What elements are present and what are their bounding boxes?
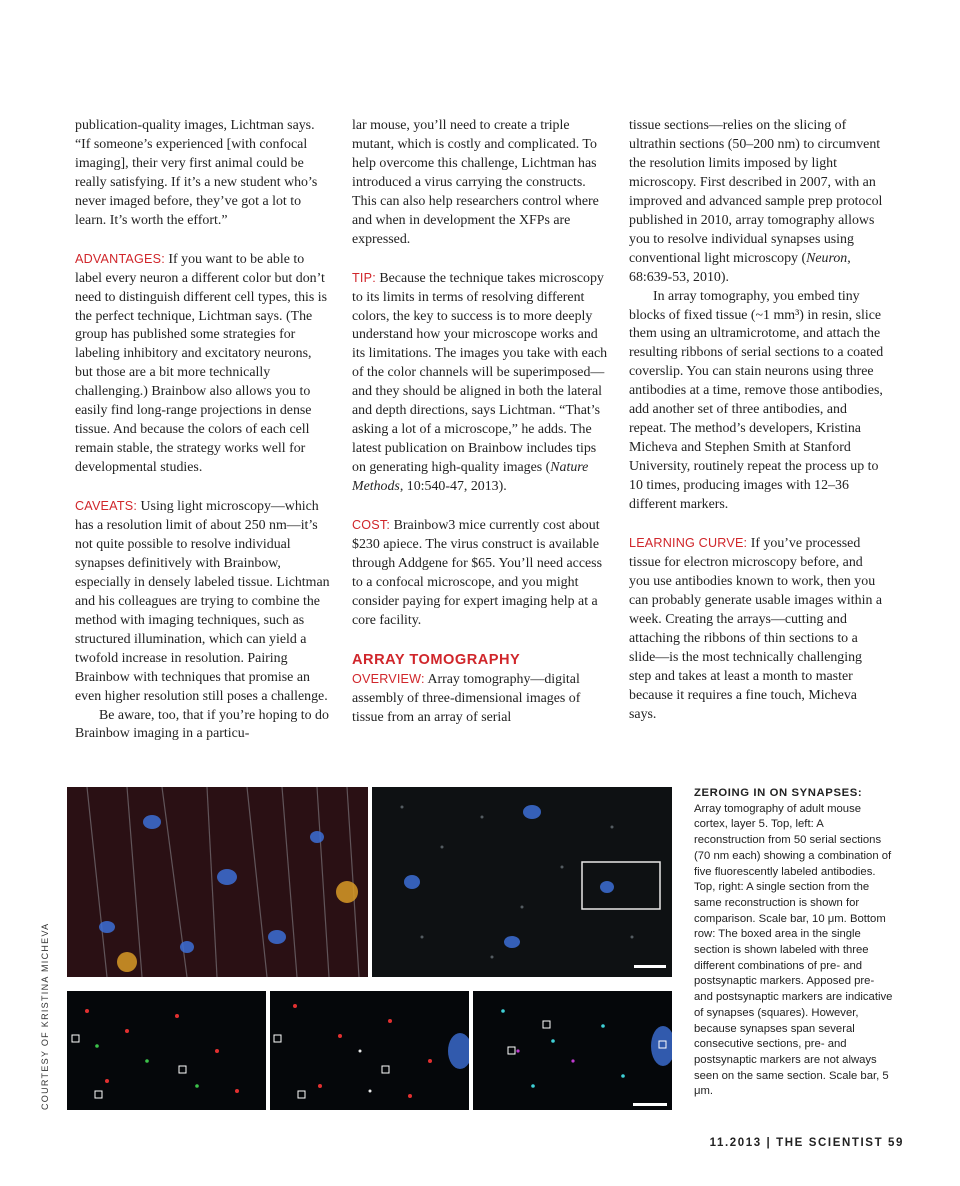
micrograph-reconstruction-image [67,787,368,977]
citation-details: , 68:639-53, 2010). [629,250,851,285]
caveats-paragraph [75,497,331,706]
scale-bar [633,1103,667,1106]
learning-curve-paragraph [629,534,885,725]
cost-paragraph [352,516,608,631]
micrograph-markers-3-image [473,991,672,1110]
photo-credit: COURTESY OF KRISTINA MICHEVA [40,922,50,1110]
scale-bar [634,965,666,968]
page-footer: 11.2013 | THE SCIENTIST 59 [709,1137,904,1149]
column-2 [352,117,608,728]
micrograph-markers-2 [270,991,469,1110]
learning-curve-label: LEARNING CURVE: [629,535,748,550]
micrograph-single-section [372,787,672,977]
paragraph: Be aware, too, that if you’re hoping to do Brainbow imaging in a particu- [75,707,329,742]
advantages-label: ADVANTAGES: [75,251,165,266]
learning-curve-text: If you’ve processed tissue for electron microscopy before, and you use antibodies known to work, then you can probably generate usable images within a week. Creating the arrays—cutting and attaching the ribbons of thin sections to a slide—is the most technically challenging step and takes at least a month to master because it requires a fine touch, Micheva says. [629,535,883,722]
tip-paragraph [352,269,608,497]
figure-caption [694,786,894,1100]
caveats-label: CAVEATS: [75,499,138,514]
paragraph [629,117,885,288]
paragraph: lar mouse, you’ll need to create a triple mutant, which is costly and complicated. To help overcome this challenge, Lichtman has introduced a virus carrying the constructs. This can also help researchers control where and when in development the XFPs are expressed. [352,118,599,247]
paragraph: publication-quality images, Lichtman says. “If someone’s experienced [with confocal imaging], their very first animal could be really satisfying. If it’s a new student who’s never imaged before, they’ve got a lot to learn. It’s worth the effort.” [75,118,318,228]
overview-text: Array tomography—digital assembly of three-dimensional images of tissue from an array of serial [352,671,581,725]
column-3 [629,117,885,724]
tip-text: Because the technique takes microscopy to its limits in terms of resolving different colors, the key to success is to more deeply understand how your microscope works and its limitations. The images you take with each of the color channels will be superimposed—and they should be aligned in both the lateral and depth directions, says Lichtman. “That’s asking a lot of a microscope,” he adds. The latest publication on Brainbow includes tips on generating high-quality images ( [352,270,608,476]
micrograph-markers-3 [473,991,672,1110]
overview-label: OVERVIEW: [352,671,425,686]
cost-label: COST: [352,517,391,532]
micrograph-markers-1-image [67,991,266,1110]
paragraph: In array tomography, you embed tiny blocks of fixed tissue (~1 mm³) in resin, slice them using an ultramicrotome, and attach the resulting ribbons of serial sections to a coated coverslip. You can stain neurons using three antibodies at a time, remove those antibodies, add another set of three antibodies, and repeat. The method’s developers, Kristina Micheva and Stephen Smith at Stanford University, routinely repeat the process up to 10 times, producing images with 12–36 different markers. [629,288,884,513]
caption-title: ZEROING IN ON SYNAPSES: [694,787,863,799]
section-heading: ARRAY TOMOGRAPHY [352,651,521,668]
advantages-paragraph [75,250,331,478]
citation-details: , 10:540-47, 2013). [399,479,507,495]
cost-text: Brainbow3 mice currently cost about $230 apiece. The virus construct is available through Addgene for $65. You’ll need access to a confocal microscope, and you might consider paying for expert imaging help at a core facility. [352,517,602,628]
micrograph-single-section-image [372,787,672,977]
citation-journal: Neuron [806,250,848,266]
caveats-text: Using light microscopy—which has a resolution limit of about 250 nm—it’s not quite possible to resolve individual synapses definitively with Brainbow, especially in densely labeled tissue. Lichtman and his colleagues are trying to combine the method with imaging techniques, such as structured illumination, which can yield a twofold increase in resolution. Pairing Brainbow with techniques that promise an even higher resolution still poses a challenge. [75,499,330,704]
paragraph-text: tissue sections—relies on the slicing of ultrathin sections (50–200 nm) to circumvent the resolution limits imposed by light microscopy. First described in 2007, with an improved and advanced sample prep protocol published in 2010, array tomography allows you to resolve individual synapses using conventional light microscopy ( [629,118,883,266]
micrograph-markers-2-image [270,991,469,1110]
tip-label: TIP: [352,270,376,285]
caption-text: Array tomography of adult mouse cortex, layer 5. Top, left: A reconstruction from 50 serial sections (70 nm each) showing a combination of five fluorescently labeled antibodies. Top, right: A single section from the same reconstruction is shown for comparison. Scale bar, 10 μm. Bottom row: The boxed area in the single section is shown labeled with three different combinations of pre- and postsynaptic markers. Apposed pre- and postsynaptic markers are indicative of synapses (squares). However, because synapses span several consecutive sections, pre- and postsynaptic markers are not always seen on the same section. Scale bar, 5 μm. [694,802,893,1098]
micrograph-markers-1 [67,991,266,1110]
micrograph-reconstruction [67,787,368,977]
column-1 [75,117,331,744]
advantages-text: If you want to be able to label every neuron a different color but don’t need to distinguish different cell types, this is the perfect technique, Lichtman says. (The group has published some strategies for labeling inhibitory and excitatory neurons, but those are a bit more technically challenging.) Brainbow also allows you to easily find long-range projections in dense tissue. And because the colors of each cell remain stable, the strategy works well for developmental studies. [75,251,328,476]
citation-journal: Nature Methods [352,460,589,495]
overview-paragraph [352,670,608,728]
